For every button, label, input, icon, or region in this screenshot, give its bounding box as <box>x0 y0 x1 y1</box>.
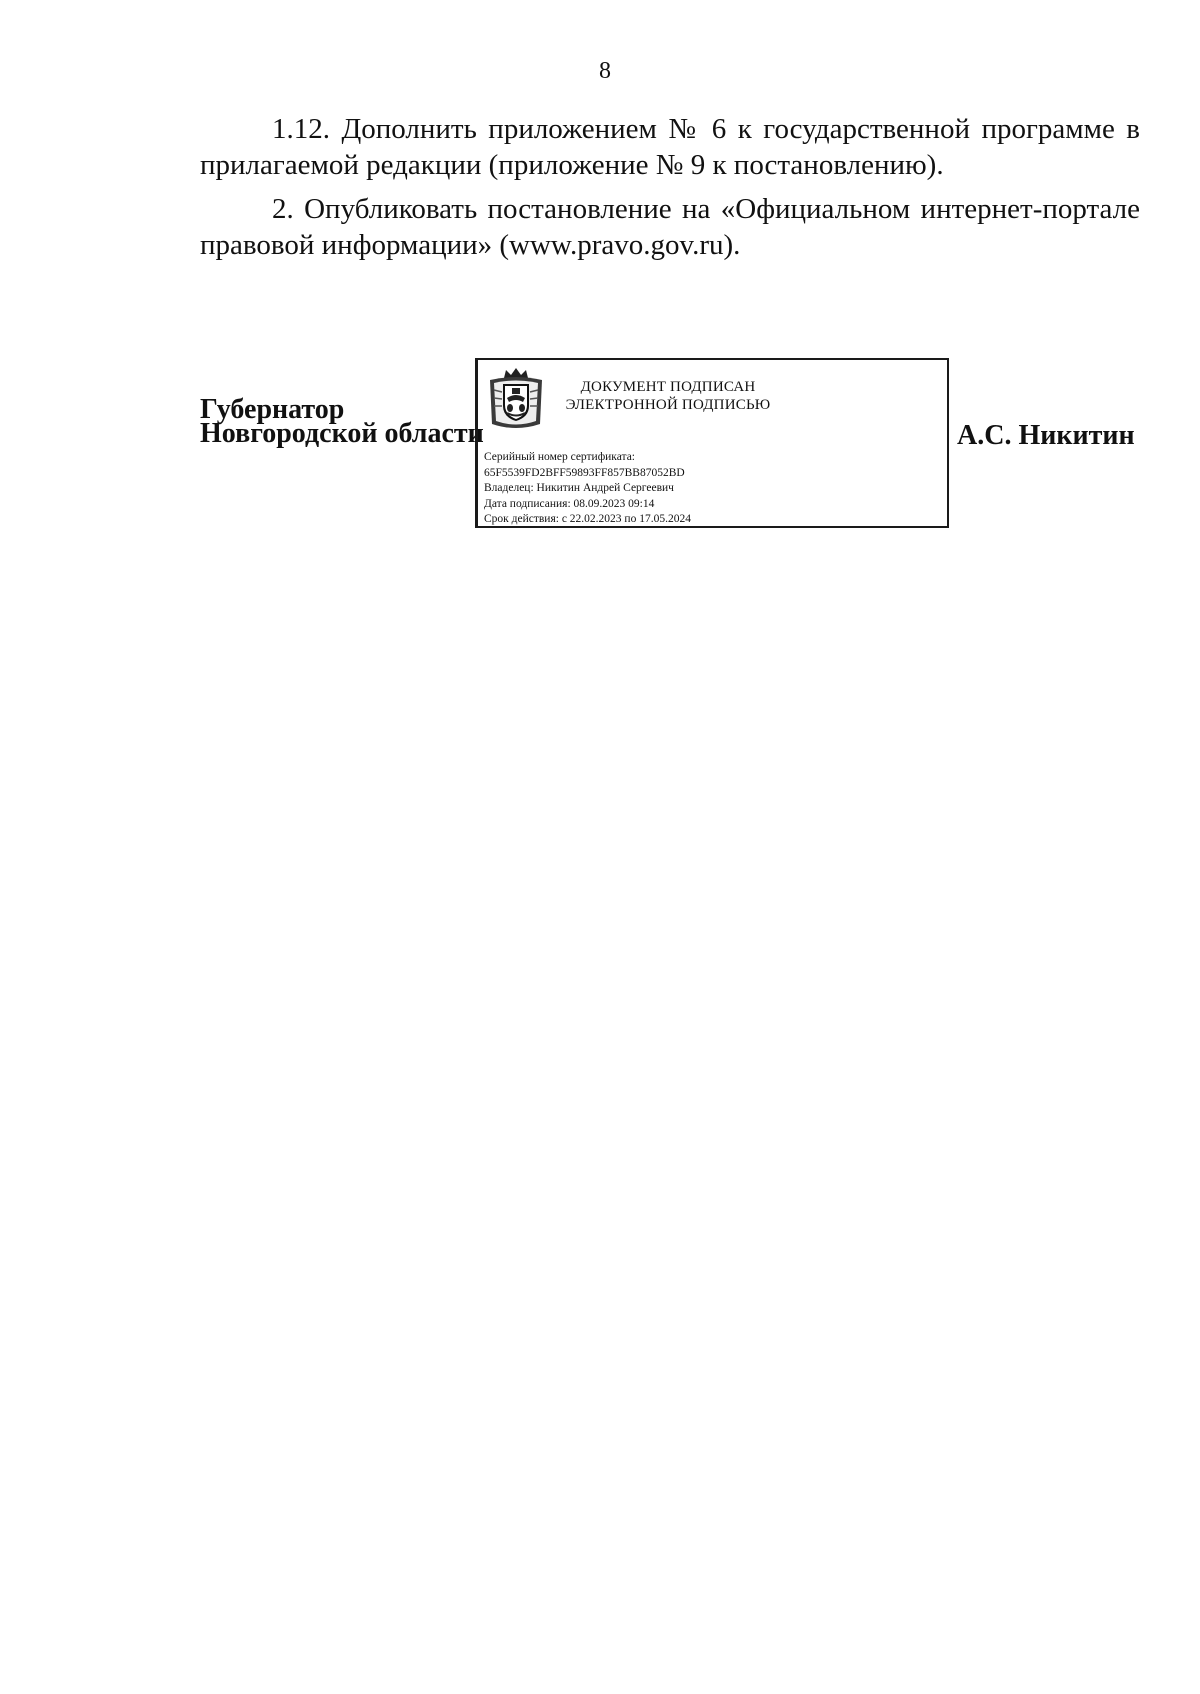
novgorod-coat-of-arms-icon <box>486 366 546 432</box>
certificate-details <box>484 450 691 528</box>
signer-position <box>200 394 484 449</box>
certificate-sign-date: Дата подписания: 08.09.2023 09:14 <box>484 497 655 510</box>
electronic-signature-stamp <box>475 358 949 528</box>
certificate-serial-value: 65F5539FD2BFF59893FF857BB87052BD <box>484 466 685 479</box>
page-number: 8 <box>599 58 611 84</box>
paragraph-2: 2. Опубликовать постановление на «Официальном интернет-портале правовой информации» (www.pravo.gov.ru). <box>200 193 1140 261</box>
certificate-serial-label: Серийный номер сертификата: <box>484 451 635 463</box>
signer-name: А.С. Никитин <box>957 420 1135 451</box>
certificate-owner: Владелец: Никитин Андрей Сергеевич <box>484 482 674 494</box>
stamp-header-line1: ДОКУМЕНТ ПОДПИСАН <box>580 379 756 395</box>
signer-position-line2: Новгородской области <box>200 418 484 449</box>
signer-position-line1: Губернатор <box>200 394 345 425</box>
stamp-header-line2: ЭЛЕКТРОННОЙ ПОДПИСЬЮ <box>565 397 771 413</box>
paragraph-1-12: 1.12. Дополнить приложением № 6 к государственной программе в прилагаемой редакции (приложение № 9 к постановлению). <box>200 113 1140 181</box>
document-body <box>200 111 1140 271</box>
certificate-validity: Срок действия: с 22.02.2023 по 17.05.2024 <box>484 513 691 525</box>
stamp-header <box>558 378 778 414</box>
